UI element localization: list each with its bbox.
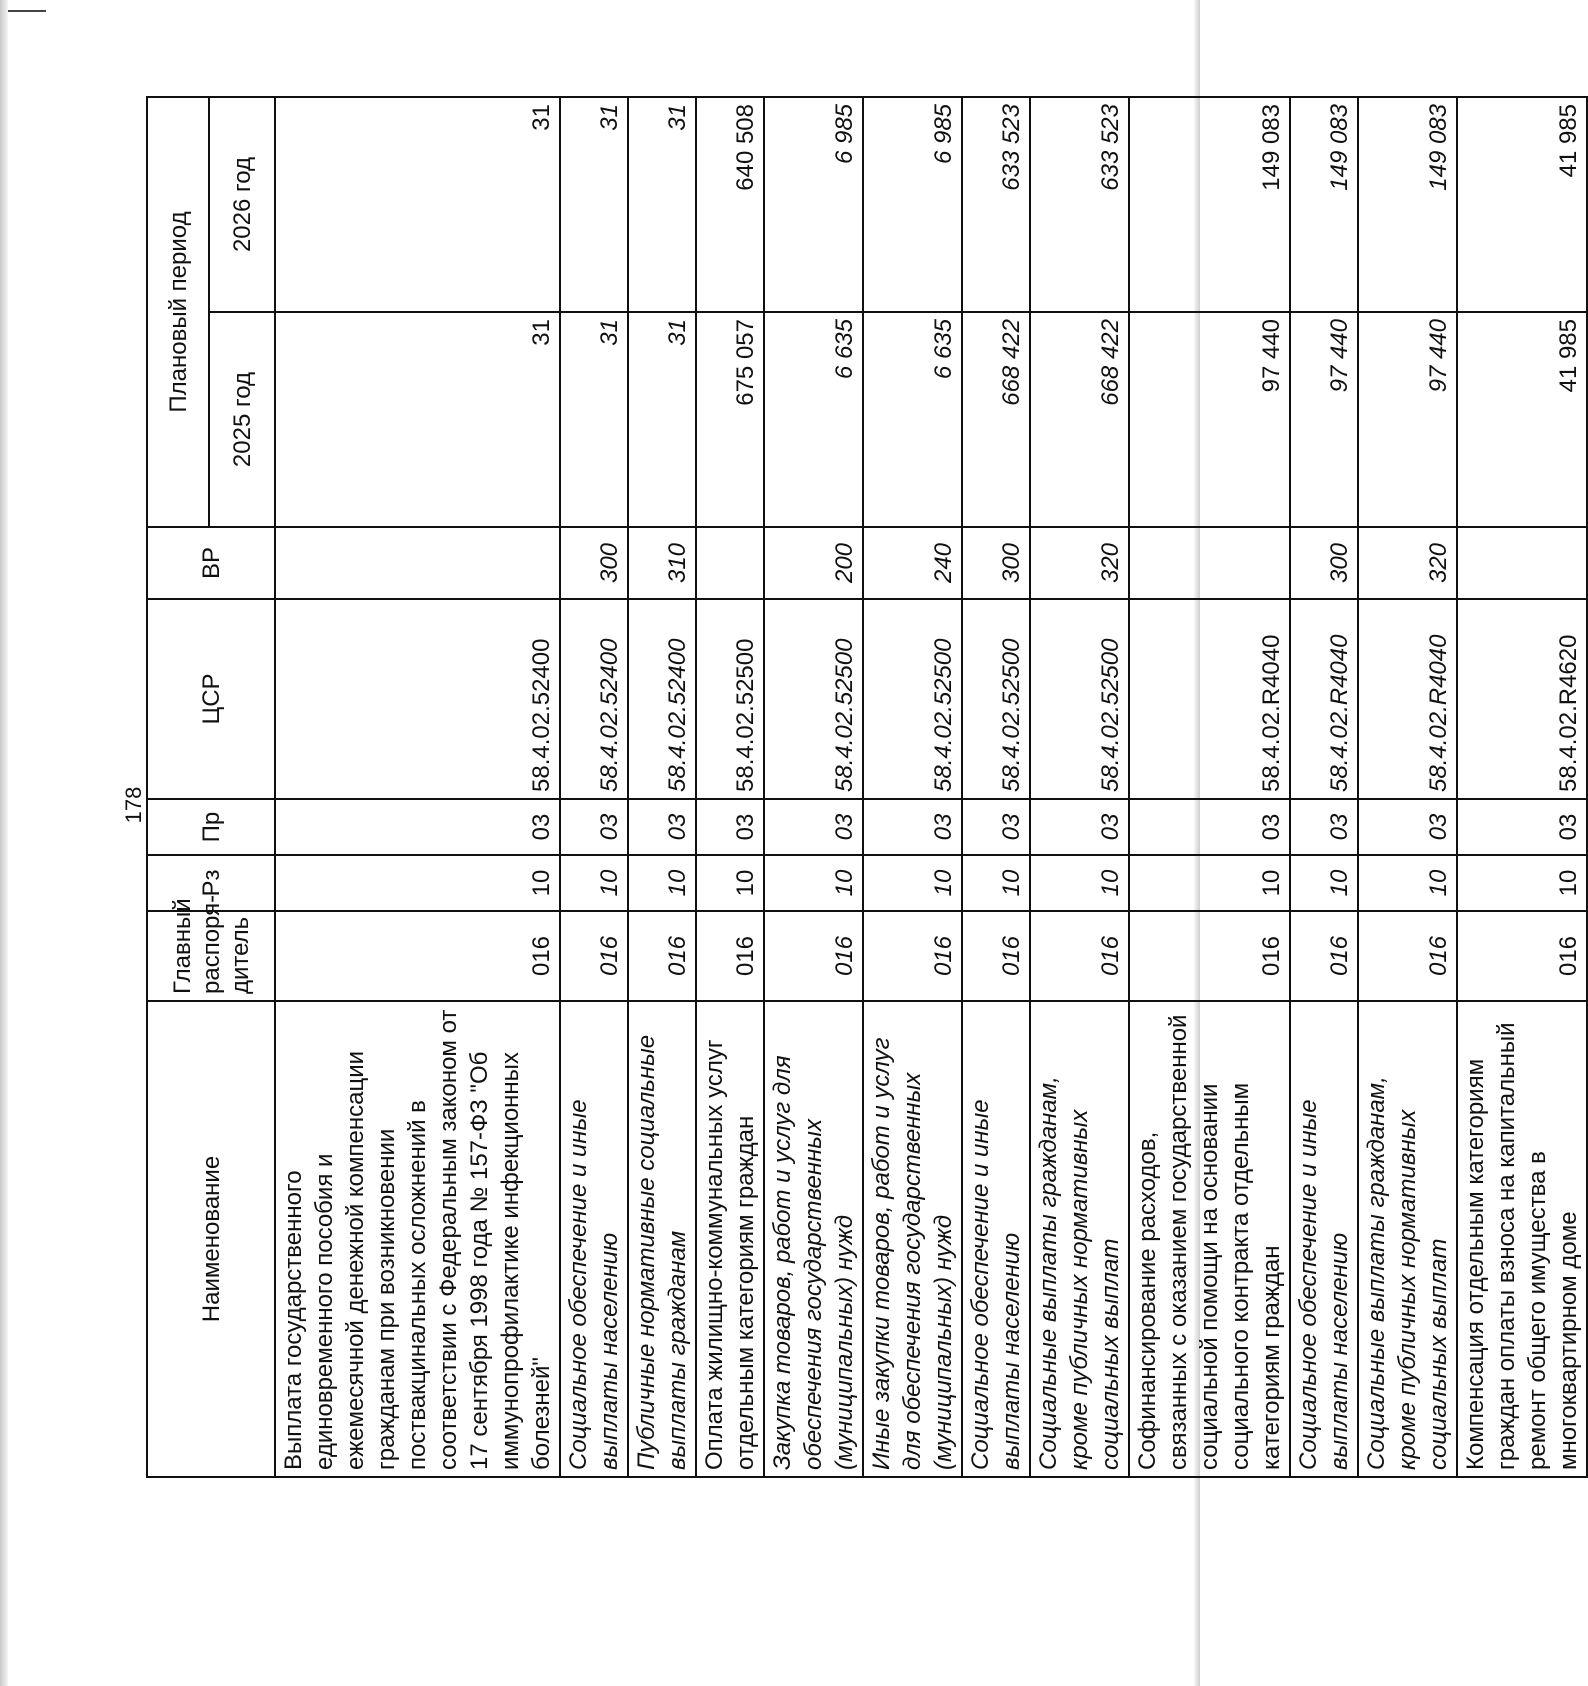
cell-vr: 300: [962, 527, 1030, 599]
cell-vr: [1129, 527, 1290, 599]
cell-vr: [1457, 527, 1587, 599]
cell-rz: 10: [628, 855, 696, 911]
cell-y2026: 41 985: [1457, 97, 1587, 312]
cell-admin: 016: [962, 911, 1030, 1001]
cell-csr: 58.4.02.52500: [696, 599, 764, 799]
cell-y2025: 6 635: [863, 312, 962, 527]
cell-vr: 310: [628, 527, 696, 599]
cell-y2026: 31: [275, 97, 560, 312]
rotated-table-container: [146, 98, 1582, 1478]
cell-y2025: 675 057: [696, 312, 764, 527]
cell-y2025: 31: [275, 312, 560, 527]
cell-csr: 58.4.02.52500: [863, 599, 962, 799]
cell-name: Социальные выплаты гражданам, кроме публичных нормативных социальных выплат: [1358, 1001, 1457, 1477]
cell-csr: 58.4.02.R4040: [1129, 599, 1290, 799]
header-rz: Рз: [147, 855, 275, 911]
table-row: [764, 97, 863, 1477]
cell-vr: 240: [863, 527, 962, 599]
cell-y2025: 97 440: [1290, 312, 1358, 527]
cell-csr: 58.4.02.52400: [275, 599, 560, 799]
cell-name: Социальное обеспечение и иные выплаты населению: [962, 1001, 1030, 1477]
cell-csr: 58.4.02.R4040: [1290, 599, 1358, 799]
cell-vr: 300: [1290, 527, 1358, 599]
cell-csr: 58.4.02.R4040: [1358, 599, 1457, 799]
cell-admin: 016: [1290, 911, 1358, 1001]
cell-name: Оплата жилищно-коммунальных услуг отдельным категориям граждан: [696, 1001, 764, 1477]
cell-name: Софинансирование расходов, связанных с оказанием государственной социальной помощи на основании социального контракта отдельным категориям граждан: [1129, 1001, 1290, 1477]
header-admin: Главный распоря-дитель: [147, 911, 275, 1001]
cell-y2025: 31: [560, 312, 628, 527]
cell-rz: 10: [764, 855, 863, 911]
cell-y2026: 640 508: [696, 97, 764, 312]
cell-y2026: 31: [560, 97, 628, 312]
cell-admin: 016: [1030, 911, 1129, 1001]
cell-y2026: 633 523: [1030, 97, 1129, 312]
cell-pr: 03: [764, 799, 863, 855]
cell-rz: 10: [1030, 855, 1129, 911]
cell-pr: 03: [962, 799, 1030, 855]
cell-name: Социальное обеспечение и иные выплаты населению: [560, 1001, 628, 1477]
page-number: 178: [121, 786, 146, 824]
cell-pr: 03: [1457, 799, 1587, 855]
cell-y2025: 31: [628, 312, 696, 527]
table-row: [1290, 97, 1358, 1477]
cell-admin: 016: [275, 911, 560, 1001]
header-csr: ЦСР: [147, 599, 275, 799]
cell-admin: 016: [1129, 911, 1290, 1001]
cell-y2026: 6 985: [863, 97, 962, 312]
table-row: [962, 97, 1030, 1477]
cell-rz: 10: [962, 855, 1030, 911]
cell-admin: 016: [764, 911, 863, 1001]
cell-rz: 10: [1129, 855, 1290, 911]
cell-admin: 016: [628, 911, 696, 1001]
cell-csr: 58.4.02.52500: [962, 599, 1030, 799]
cell-admin: 016: [1457, 911, 1587, 1001]
cell-rz: 10: [1290, 855, 1358, 911]
cell-csr: 58.4.02.52500: [1030, 599, 1129, 799]
cell-name: Компенсация отдельным категориям граждан оплаты взноса на капитальный ремонт общего имущества в многоквартирном доме: [1457, 1001, 1587, 1477]
cell-y2025: 668 422: [962, 312, 1030, 527]
cell-pr: 03: [696, 799, 764, 855]
cell-name: Выплата государственного единовременного пособия и ежемесячной денежной компенсации гражданам при возникновении поствакцинальных осложнений в соответствии с Федеральным законом от 17 сентября 1998 года № 157-ФЗ "Об иммунопрофилактике инфекционных болезней": [275, 1001, 560, 1477]
scan-edge-left: [0, 0, 8, 1686]
table-row: [560, 97, 628, 1477]
cell-pr: 03: [560, 799, 628, 855]
cell-pr: 03: [628, 799, 696, 855]
cell-vr: 320: [1030, 527, 1129, 599]
table-row: [1129, 97, 1290, 1477]
header-period: Плановый период: [147, 97, 209, 527]
cell-y2026: 149 083: [1290, 97, 1358, 312]
cell-y2025: 97 440: [1358, 312, 1457, 527]
cell-pr: 03: [1358, 799, 1457, 855]
table-row: [628, 97, 696, 1477]
cell-vr: 300: [560, 527, 628, 599]
cell-rz: 10: [863, 855, 962, 911]
cell-y2026: 31: [628, 97, 696, 312]
cell-csr: 58.4.02.52500: [764, 599, 863, 799]
scan-mark-top: [8, 10, 46, 12]
header-name: Наименование: [147, 1001, 275, 1477]
header-year-2026: 2026 год: [209, 97, 275, 312]
cell-admin: 016: [863, 911, 962, 1001]
cell-name: Социальное обеспечение и иные выплаты населению: [1290, 1001, 1358, 1477]
cell-csr: 58.4.02.R4620: [1457, 599, 1587, 799]
cell-y2026: 149 083: [1358, 97, 1457, 312]
cell-rz: 10: [275, 855, 560, 911]
cell-admin: 016: [696, 911, 764, 1001]
cell-y2025: 97 440: [1129, 312, 1290, 527]
budget-table: [146, 96, 1588, 1478]
cell-vr: 320: [1358, 527, 1457, 599]
cell-vr: [696, 527, 764, 599]
cell-csr: 58.4.02.52400: [628, 599, 696, 799]
header-vr: ВР: [147, 527, 275, 599]
cell-rz: 10: [1358, 855, 1457, 911]
table-row: [1457, 97, 1587, 1477]
cell-pr: 03: [275, 799, 560, 855]
cell-rz: 10: [560, 855, 628, 911]
cell-csr: 58.4.02.52400: [560, 599, 628, 799]
cell-y2026: 633 523: [962, 97, 1030, 312]
cell-name: Публичные нормативные социальные выплаты гражданам: [628, 1001, 696, 1477]
cell-admin: 016: [1358, 911, 1457, 1001]
cell-rz: 10: [1457, 855, 1587, 911]
table-row: [1358, 97, 1457, 1477]
cell-name: Социальные выплаты гражданам, кроме публичных нормативных социальных выплат: [1030, 1001, 1129, 1477]
cell-name: Иные закупки товаров, работ и услуг для обеспечения государственных (муниципальных) нужд: [863, 1001, 962, 1477]
cell-name: Закупка товаров, работ и услуг для обеспечения государственных (муниципальных) нужд: [764, 1001, 863, 1477]
cell-pr: 03: [863, 799, 962, 855]
table-body: [275, 97, 1587, 1477]
cell-vr: [275, 527, 560, 599]
cell-y2026: 149 083: [1129, 97, 1290, 312]
cell-y2025: 41 985: [1457, 312, 1587, 527]
cell-pr: 03: [1030, 799, 1129, 855]
cell-y2026: 6 985: [764, 97, 863, 312]
cell-y2025: 668 422: [1030, 312, 1129, 527]
table-row: [696, 97, 764, 1477]
table-row: [863, 97, 962, 1477]
table-row: [275, 97, 560, 1477]
header-year-2025: 2025 год: [209, 312, 275, 527]
cell-vr: 200: [764, 527, 863, 599]
cell-y2025: 6 635: [764, 312, 863, 527]
table-row: [1030, 97, 1129, 1477]
header-pr: Пр: [147, 799, 275, 855]
cell-pr: 03: [1129, 799, 1290, 855]
cell-admin: 016: [560, 911, 628, 1001]
cell-pr: 03: [1290, 799, 1358, 855]
cell-rz: 10: [696, 855, 764, 911]
